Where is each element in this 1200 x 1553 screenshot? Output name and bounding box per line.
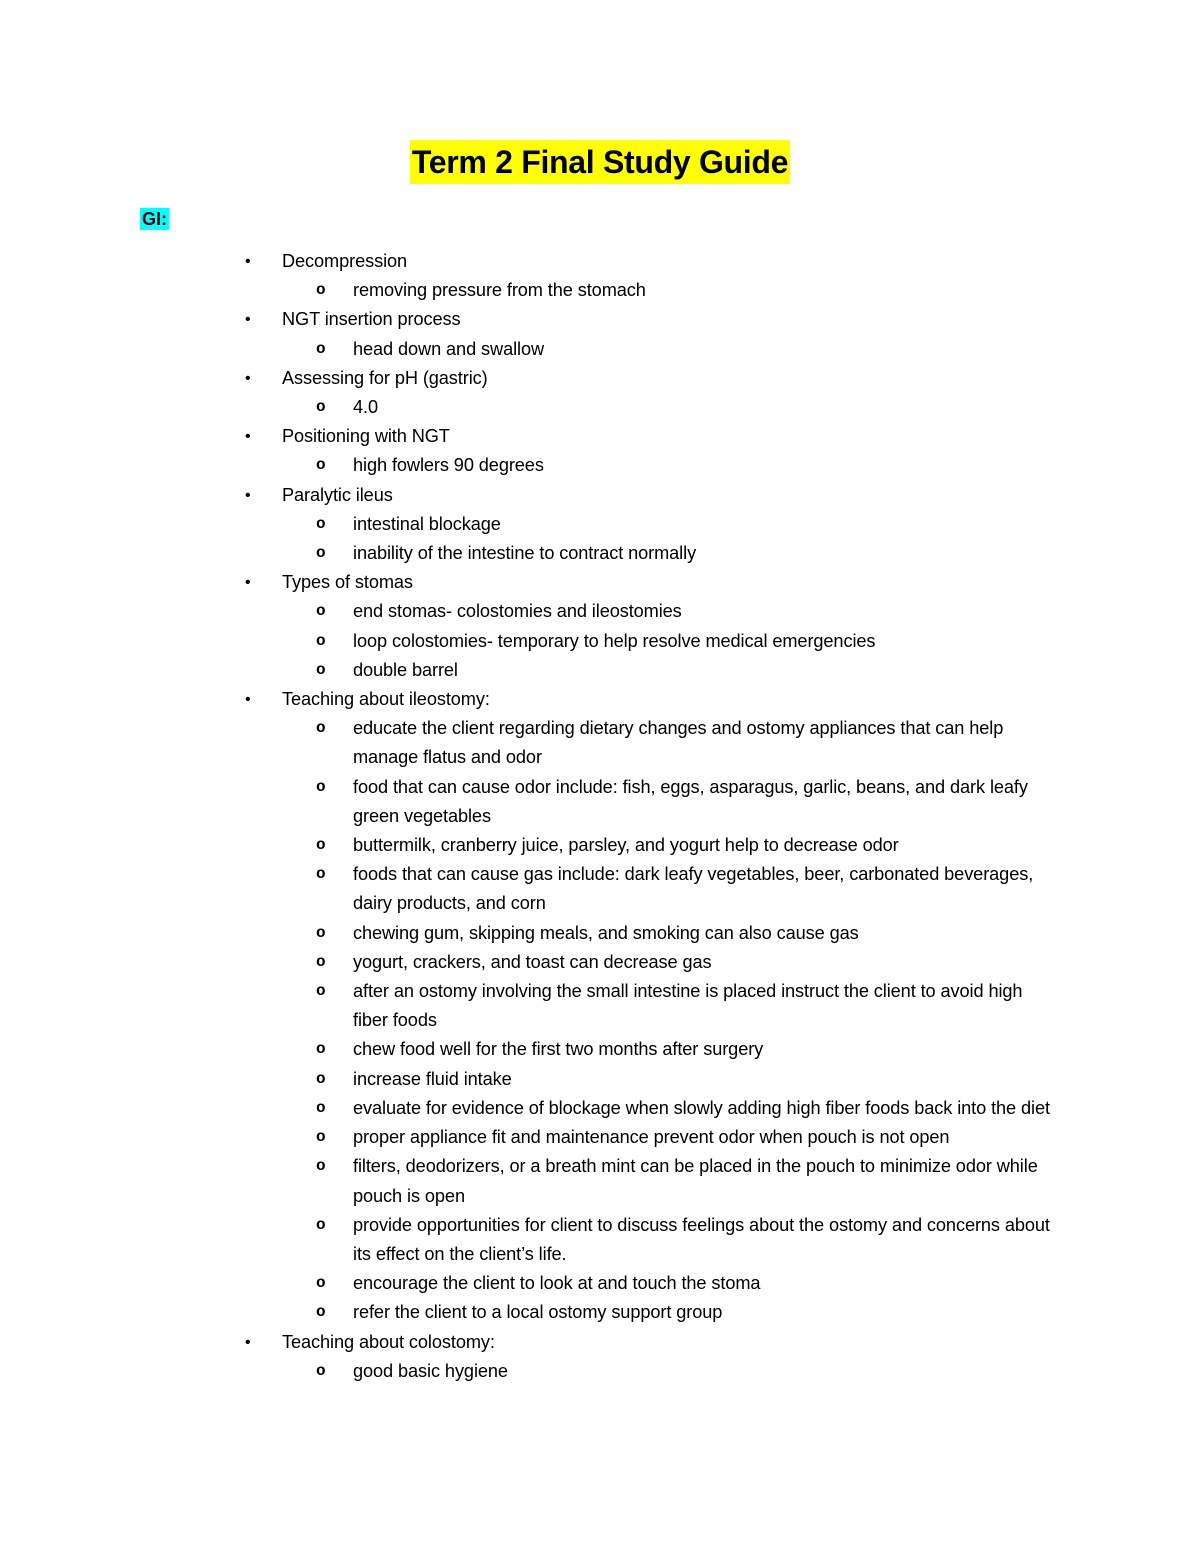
sub-bullet-icon: o bbox=[316, 602, 326, 621]
sub-list-item-text: food that can cause odor include: fish, eggs, asparagus, garlic, beans, and dark leafy green vegetables bbox=[353, 776, 1028, 826]
sub-list-item-text: loop colostomies- temporary to help resolve medical emergencies bbox=[353, 630, 876, 651]
sub-bullet-icon: o bbox=[316, 631, 326, 650]
sub-list-item bbox=[0, 656, 1058, 685]
sub-list-item bbox=[0, 1094, 1058, 1123]
sub-list-item-text: removing pressure from the stomach bbox=[353, 280, 646, 301]
list-item bbox=[0, 364, 1072, 393]
sub-list-item bbox=[0, 1035, 1058, 1064]
sub-list-item bbox=[0, 627, 1058, 656]
sub-list-item-text: intestinal blockage bbox=[353, 513, 501, 534]
sub-list-item bbox=[0, 919, 1058, 948]
sub-bullet-icon: o bbox=[316, 456, 326, 475]
sub-bullet-icon: o bbox=[316, 660, 326, 679]
list-item-label: Teaching about ileostomy: bbox=[282, 689, 490, 710]
list-item bbox=[0, 422, 1072, 451]
sub-list-item-text: good basic hygiene bbox=[353, 1360, 508, 1381]
sub-list-item-text: chewing gum, skipping meals, and smoking can also cause gas bbox=[353, 922, 859, 943]
list-item bbox=[0, 1328, 1072, 1357]
section-heading-gi: GI: bbox=[142, 209, 167, 229]
sub-bullet-icon: o bbox=[316, 952, 326, 971]
sub-bullet-icon: o bbox=[316, 514, 326, 533]
sub-bullet-icon: o bbox=[316, 1098, 326, 1117]
bullet-icon: • bbox=[245, 486, 251, 504]
list-item-label: Teaching about colostomy: bbox=[282, 1331, 495, 1352]
sub-list-item bbox=[0, 1357, 1058, 1386]
sub-list-item bbox=[0, 1211, 1058, 1269]
sub-list-item-text: buttermilk, cranberry juice, parsley, and yogurt help to decrease odor bbox=[353, 835, 899, 856]
sub-list-item bbox=[0, 335, 1058, 364]
sub-list-item-text: refer the client to a local ostomy support group bbox=[353, 1302, 723, 1323]
list-item bbox=[0, 305, 1072, 334]
sub-list-item bbox=[0, 451, 1058, 480]
sub-list-item bbox=[0, 1123, 1058, 1152]
sub-bullet-icon: o bbox=[316, 1069, 326, 1088]
sub-bullet-icon: o bbox=[316, 1040, 326, 1059]
sub-list-item bbox=[0, 948, 1058, 977]
sub-list-item-text: end stomas- colostomies and ileostomies bbox=[353, 601, 682, 622]
sub-list-item-text: encourage the client to look at and touch the stoma bbox=[353, 1273, 761, 1294]
list-item-label: Types of stomas bbox=[282, 572, 413, 593]
bullet-list bbox=[0, 247, 1200, 1386]
sub-bullet-icon: o bbox=[316, 982, 326, 1001]
sub-list-item-text: proper appliance fit and maintenance prevent odor when pouch is not open bbox=[353, 1127, 950, 1148]
sub-bullet-icon: o bbox=[316, 339, 326, 358]
list-item-label: Paralytic ileus bbox=[282, 484, 393, 505]
bullet-icon: • bbox=[245, 369, 251, 387]
sub-list-item bbox=[0, 393, 1058, 422]
sub-list-item-text: evaluate for evidence of blockage when slowly adding high fiber foods back into the diet bbox=[353, 1097, 1050, 1118]
list-item-label: Assessing for pH (gastric) bbox=[282, 367, 488, 388]
sub-list-item-text: high fowlers 90 degrees bbox=[353, 455, 544, 476]
sub-list-item-text: foods that can cause gas include: dark leafy vegetables, beer, carbonated beverages, dairy products, and corn bbox=[353, 864, 1034, 914]
sub-list-item bbox=[0, 510, 1058, 539]
sub-list-item bbox=[0, 860, 1058, 918]
sub-list-item-text: educate the client regarding dietary changes and ostomy appliances that can help manage flatus and odor bbox=[353, 718, 1004, 768]
sub-list-item bbox=[0, 1298, 1058, 1327]
sub-bullet-icon: o bbox=[316, 777, 326, 796]
sub-bullet-icon: o bbox=[316, 544, 326, 563]
title-container bbox=[0, 140, 1200, 184]
bullet-icon: • bbox=[245, 574, 251, 592]
sub-bullet-icon: o bbox=[316, 719, 326, 738]
sub-list-item bbox=[0, 1065, 1058, 1094]
sub-bullet-icon: o bbox=[316, 1361, 326, 1380]
bullet-icon: • bbox=[245, 1333, 251, 1351]
bullet-icon: • bbox=[245, 253, 251, 270]
sub-list-item bbox=[0, 977, 1058, 1035]
bullet-icon: • bbox=[245, 691, 251, 709]
list-item-label: Positioning with NGT bbox=[282, 426, 450, 447]
sub-bullet-icon: o bbox=[316, 1303, 326, 1322]
sub-list-item-text: double barrel bbox=[353, 659, 458, 680]
document-title: Term 2 Final Study Guide bbox=[410, 140, 790, 184]
sub-list-item-text: inability of the intestine to contract normally bbox=[353, 543, 697, 564]
list-item bbox=[0, 481, 1072, 510]
sub-list-item bbox=[0, 539, 1058, 568]
sub-bullet-icon: o bbox=[316, 1128, 326, 1147]
list-item bbox=[0, 568, 1072, 597]
sub-bullet-icon: o bbox=[316, 1215, 326, 1234]
sub-list-item-text: chew food well for the first two months after surgery bbox=[353, 1039, 764, 1060]
sub-list-item-text: after an ostomy involving the small intestine is placed instruct the client to avoid high fiber foods bbox=[353, 981, 1023, 1031]
sub-bullet-icon: o bbox=[316, 865, 326, 884]
list-item-label: NGT insertion process bbox=[282, 309, 461, 330]
sub-bullet-icon: o bbox=[316, 281, 326, 300]
list-item-label: Decompression bbox=[282, 251, 408, 271]
sub-list-item bbox=[0, 773, 1058, 831]
sub-list-item-text: head down and swallow bbox=[353, 338, 545, 359]
sub-bullet-icon: o bbox=[316, 836, 326, 855]
sub-list-item bbox=[0, 1269, 1058, 1298]
sub-list-item bbox=[0, 1152, 1058, 1210]
sub-list-item bbox=[0, 831, 1058, 860]
sub-list-item bbox=[0, 597, 1058, 626]
sub-list-item-text: filters, deodorizers, or a breath mint can be placed in the pouch to minimize odor while pouch is open bbox=[353, 1156, 1038, 1206]
bullet-icon: • bbox=[245, 311, 251, 329]
bullet-icon: • bbox=[245, 428, 251, 446]
sub-list-item-text: provide opportunities for client to discuss feelings about the ostomy and concerns about its effect on the client’s life. bbox=[353, 1214, 1050, 1264]
sub-bullet-icon: o bbox=[316, 923, 326, 942]
sub-list-item-text: 4.0 bbox=[353, 397, 378, 418]
list-item bbox=[0, 685, 1072, 714]
sub-bullet-icon: o bbox=[316, 398, 326, 417]
sub-list-item-text: yogurt, crackers, and toast can decrease gas bbox=[353, 951, 712, 972]
sub-list-item-text: increase fluid intake bbox=[353, 1068, 512, 1089]
sub-list-item bbox=[0, 714, 1058, 772]
list-item bbox=[0, 247, 1072, 276]
sub-bullet-icon: o bbox=[316, 1157, 326, 1176]
sub-list-item bbox=[0, 276, 1058, 305]
sub-bullet-icon: o bbox=[316, 1274, 326, 1293]
